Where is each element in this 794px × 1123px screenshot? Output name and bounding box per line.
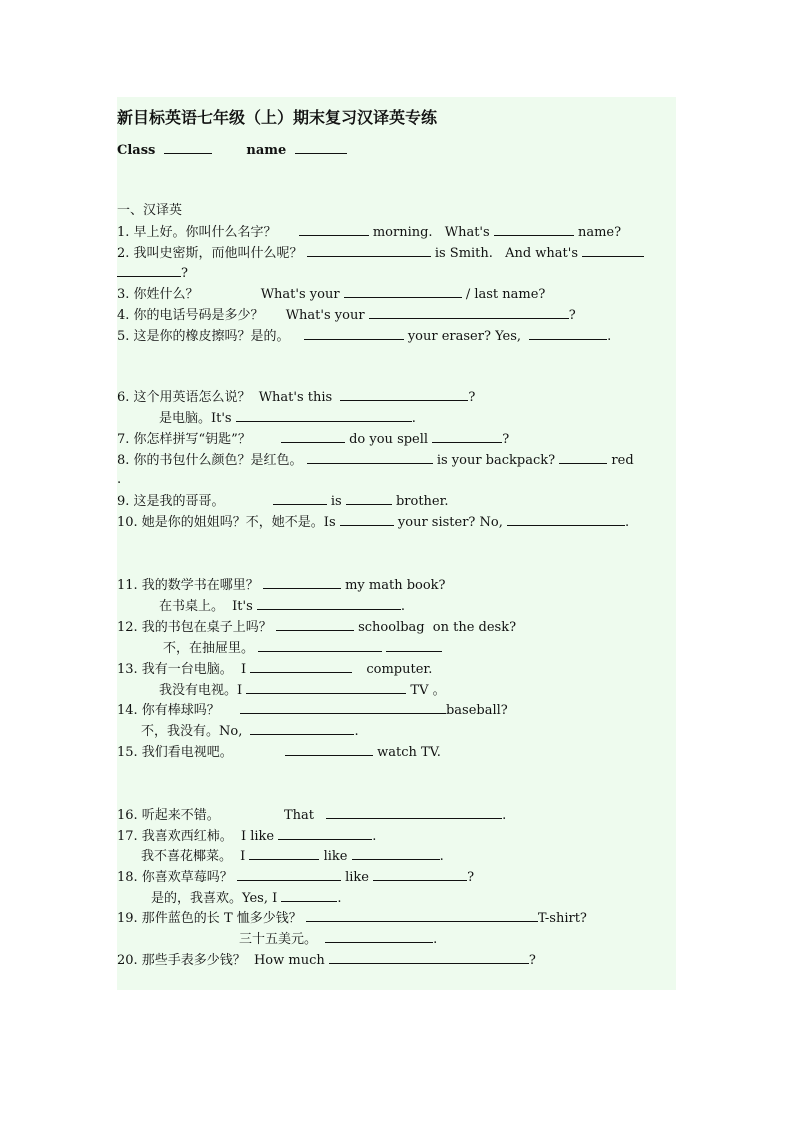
- q2-blank-1[interactable]: [307, 245, 431, 257]
- q19-chinese: 19. 那件蓝色的长 T 恤多少钱？: [117, 911, 302, 926]
- q2-chinese: 2. 我叫史密斯，而他叫什么呢？: [117, 246, 303, 261]
- question-5: [117, 328, 611, 345]
- class-blank[interactable]: [164, 142, 212, 154]
- q10-text-1: your sister?: [397, 515, 476, 530]
- q17-blank-3[interactable]: [352, 848, 440, 860]
- q9-blank-2[interactable]: [346, 493, 392, 505]
- q6-blank-1[interactable]: [340, 389, 468, 401]
- q4-blank-1[interactable]: [369, 307, 569, 319]
- q9-text-1: is: [330, 494, 342, 509]
- q17-text-3: 我不喜花椰菜。: [141, 849, 233, 864]
- question-4: [117, 307, 576, 324]
- question-18-answer: [151, 890, 342, 907]
- q14-blank-2[interactable]: [250, 723, 354, 735]
- q17-text-5: like: [323, 849, 348, 864]
- page-title: 新目标英语七年级（上）期末复习汉译英专练: [117, 108, 438, 127]
- q12-chinese: 12. 我的书包在桌子上吗？: [117, 620, 272, 635]
- question-8: [117, 452, 634, 469]
- question-15: [117, 744, 441, 761]
- q4-text-1: What's your: [285, 308, 365, 323]
- q2-text-1: is Smith.: [434, 246, 493, 261]
- q16-chinese: 16. 听起来不错。: [117, 808, 220, 823]
- q18-text-2: ?: [467, 870, 475, 885]
- question-20: [117, 952, 536, 969]
- q7-blank-1[interactable]: [281, 431, 345, 443]
- q18-chinese: 18. 你喜欢草莓吗？: [117, 870, 233, 885]
- q18-text-3: 是的，我喜欢。Yes, I: [151, 891, 278, 906]
- q13-text-3: 我没有电视。I: [159, 683, 243, 698]
- q20-blank-1[interactable]: [329, 952, 529, 964]
- q17-chinese: 17. 我喜欢西红柿。: [117, 829, 233, 844]
- q17-blank-1[interactable]: [278, 828, 372, 840]
- q8-text-2: red: [611, 453, 634, 468]
- name-label: name: [246, 143, 287, 158]
- q1-text-3: name?: [577, 225, 622, 240]
- q14-text-3: .: [354, 724, 359, 739]
- q18-text-1: like: [345, 870, 369, 885]
- q5-blank-1[interactable]: [304, 328, 404, 340]
- q3-blank-1[interactable]: [344, 286, 462, 298]
- q17-text-6: .: [439, 849, 444, 864]
- section-heading: 一、汉译英: [117, 203, 183, 218]
- question-11: [117, 577, 446, 594]
- q3-chinese: 3. 你姓什么？: [117, 287, 199, 302]
- q8-chinese: 8. 你的书包什么颜色？是红色。: [117, 453, 303, 468]
- q13-chinese: 13. 我有一台电脑。: [117, 662, 233, 677]
- q11-text-4: .: [400, 599, 406, 614]
- q17-text-4: I: [240, 849, 246, 864]
- q10-text-3: .: [625, 515, 630, 530]
- question-14: [117, 702, 508, 719]
- question-19-answer: [239, 931, 437, 948]
- q11-blank-1[interactable]: [263, 577, 341, 589]
- question-13-answer: [159, 682, 446, 699]
- question-2: [117, 245, 644, 262]
- q13-blank-2[interactable]: [246, 682, 406, 694]
- q20-text-2: ?: [528, 953, 536, 968]
- q19-text-3: .: [433, 932, 438, 947]
- q20-text-1: How much: [253, 953, 325, 968]
- q19-blank-2[interactable]: [325, 931, 433, 943]
- worksheet: [117, 97, 676, 990]
- q3-text-1: What's your: [260, 287, 340, 302]
- question-13: [117, 661, 432, 678]
- q13-text-2: computer.: [366, 662, 433, 677]
- q11-text-1: my math book?: [345, 578, 446, 593]
- question-9: [117, 493, 449, 510]
- q19-blank-1[interactable]: [306, 910, 538, 922]
- q7-chinese: 7. 你怎样拼写“钥匙”？: [117, 432, 251, 447]
- q14-text-2: 不，我没有。No,: [141, 724, 243, 739]
- q6-text-2: ?: [468, 390, 476, 405]
- q6-text-1: What's this: [258, 390, 333, 405]
- q5-text-3: .: [607, 329, 612, 344]
- q14-text-1: baseball?: [445, 703, 508, 718]
- q1-text-2: What's: [444, 225, 490, 240]
- q20-chinese: 20. 那些手表多少钱？: [117, 953, 246, 968]
- question-14-answer: [141, 723, 359, 740]
- q7-text-1: do you spell: [349, 432, 429, 447]
- question-12-answer: [163, 640, 442, 657]
- question-6: [117, 389, 475, 406]
- q9-text-2: brother.: [395, 494, 449, 509]
- q18-blank-3[interactable]: [281, 890, 337, 902]
- class-label: Class: [117, 143, 156, 158]
- question-17: [117, 828, 376, 845]
- q1-text-1: morning.: [372, 225, 433, 240]
- q2-blank-2[interactable]: [582, 245, 644, 257]
- q15-blank-1[interactable]: [285, 744, 373, 756]
- q11-blank-2[interactable]: [257, 598, 401, 610]
- q7-blank-2[interactable]: [432, 431, 502, 443]
- q6-blank-2[interactable]: [236, 410, 412, 422]
- q15-chinese: 15. 我们看电视吧。: [117, 745, 233, 760]
- q19-text-2: 三十五美元。: [239, 932, 318, 947]
- question-7: [117, 431, 509, 448]
- q9-chinese: 9. 这是我的哥哥。: [117, 494, 225, 509]
- question-1: [117, 224, 621, 241]
- q1-blank-1[interactable]: [299, 224, 369, 236]
- question-18: [117, 869, 474, 886]
- q14-blank-1[interactable]: [240, 702, 446, 714]
- q11-chinese: 11. 我的数学书在哪里？: [117, 578, 259, 593]
- class-name-row: [117, 142, 347, 159]
- q11-text-3: It's: [232, 599, 253, 614]
- question-16: [117, 807, 506, 824]
- q18-blank-2[interactable]: [373, 869, 467, 881]
- q6-text-3: 是电脑。It's: [159, 411, 232, 426]
- q5-text-1: your eraser?: [407, 329, 491, 344]
- q15-text-1: watch TV.: [377, 745, 441, 760]
- q8-text-1: is your backpack?: [436, 453, 556, 468]
- question-3: [117, 286, 545, 303]
- q17-text-1: I like: [240, 829, 275, 844]
- q7-text-2: ?: [502, 432, 510, 447]
- q10-chinese: 10. 她是你的姐姐吗？不，她不是。Is: [117, 515, 336, 530]
- q8-blank-1[interactable]: [307, 452, 433, 464]
- name-blank[interactable]: [295, 142, 347, 154]
- q14-chinese: 14. 你有棒球吗？: [117, 703, 220, 718]
- q2-text-3: ?: [181, 266, 188, 281]
- q12-blank-2[interactable]: [258, 640, 382, 652]
- q16-text-1: That: [283, 808, 314, 823]
- q1-chinese: 1. 早上好。你叫什么名字？: [117, 225, 277, 240]
- q8-blank-2[interactable]: [559, 452, 607, 464]
- q12-blank-1[interactable]: [276, 619, 354, 631]
- q12-text-1: schoolbag: [358, 620, 425, 635]
- q12-text-2: on the desk?: [432, 620, 517, 635]
- q16-blank-1[interactable]: [326, 807, 502, 819]
- question-6-answer: [159, 410, 416, 427]
- q6-text-4: .: [411, 411, 416, 426]
- q2-blank-3[interactable]: [117, 265, 181, 277]
- q17-blank-2[interactable]: [249, 848, 319, 860]
- q12-text-3: 不，在抽屉里。: [163, 641, 255, 656]
- q9-blank-1[interactable]: [273, 493, 327, 505]
- question-12: [117, 619, 516, 636]
- q5-text-2: Yes,: [495, 329, 522, 344]
- q1-blank-2[interactable]: [494, 224, 574, 236]
- q6-chinese: 6. 这个用英语怎么说？: [117, 390, 251, 405]
- q8-text-3: .: [117, 472, 122, 487]
- q18-blank-1[interactable]: [237, 869, 341, 881]
- q10-blank-2[interactable]: [507, 514, 625, 526]
- q12-blank-3[interactable]: [386, 640, 442, 652]
- q16-text-2: .: [502, 808, 507, 823]
- question-8-cont: [117, 472, 121, 488]
- q13-text-4: TV 。: [410, 683, 446, 698]
- q11-text-2: 在书桌上。: [159, 599, 225, 614]
- q13-blank-1[interactable]: [250, 661, 352, 673]
- q5-blank-2[interactable]: [529, 328, 607, 340]
- question-17-answer: [141, 848, 444, 865]
- q5-chinese: 5. 这是你的橡皮擦吗？是的。: [117, 329, 290, 344]
- q2-text-2: And what's: [505, 246, 578, 261]
- question-19: [117, 910, 587, 927]
- question-10: [117, 514, 629, 531]
- q13-text-1: I: [240, 662, 247, 677]
- q17-text-2: .: [372, 829, 377, 844]
- q10-blank-1[interactable]: [340, 514, 394, 526]
- q3-text-2: / last name?: [465, 287, 546, 302]
- q10-text-2: No,: [479, 515, 503, 530]
- q18-text-4: .: [337, 891, 342, 906]
- question-2-cont: [117, 265, 188, 282]
- q4-chinese: 4. 你的电话号码是多少？: [117, 308, 264, 323]
- question-11-answer: [159, 598, 405, 615]
- q4-text-2: ?: [568, 308, 576, 323]
- q19-text-1: T-shirt?: [537, 911, 587, 926]
